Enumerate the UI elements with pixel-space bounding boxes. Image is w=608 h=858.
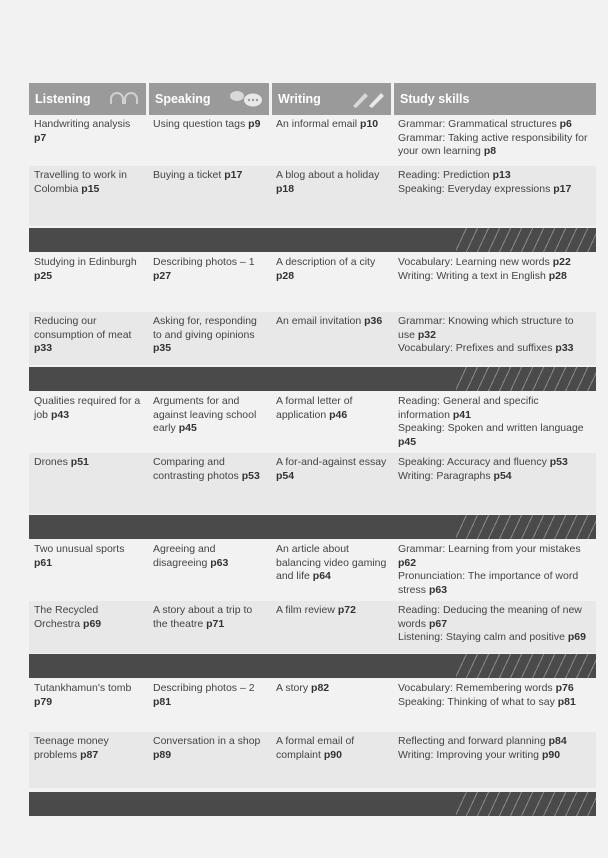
unit-divider [29,654,596,678]
study-skills-cell [393,732,596,788]
listening-cell [29,253,148,312]
writing-cell [271,392,393,453]
page-ref: p82 [311,682,330,694]
topic: The Recycled Orchestra [34,604,99,630]
listening-cell [29,115,148,166]
topic: A story about a trip to the theatre [153,604,253,630]
study-item [398,183,592,197]
study-item [398,749,592,763]
topic: Using question tags [153,118,246,130]
page-ref: p84 [548,735,567,747]
page-ref: p62 [398,556,417,569]
topic: Listening: Staying calm and positive [398,631,565,643]
writing-cell [271,312,393,365]
page-ref: p6 [559,118,572,130]
page-ref: p17 [553,182,572,195]
page-ref: p27 [153,269,172,282]
listening-cell [29,540,148,601]
topic: Describing photos – 1 [153,256,255,268]
study-skills-cell [393,453,596,514]
speaking-cell [148,115,271,166]
topic: Speaking: Everyday expressions [398,182,551,195]
topic: Arguments for and against leaving school early [153,395,257,434]
topic: Vocabulary: Prefixes and suffixes [398,342,553,354]
topic: Conversation in a shop [153,735,261,747]
listening-cell [29,601,148,653]
listening-cell [29,392,148,453]
unit-divider [29,228,596,252]
study-item [398,570,592,597]
topic: Agreeing and disagreeing [153,543,216,569]
page-ref: p15 [81,182,100,195]
study-item [398,696,592,710]
page-ref: p76 [555,682,574,694]
unit-divider [29,367,596,391]
table-row [29,115,596,166]
topic: Writing: Improving your writing [398,748,540,761]
topic: Studying in Edinburgh [34,256,137,268]
table-row [29,540,596,601]
speaking-cell [148,392,271,453]
topic: Tutankhamun's tomb [34,682,132,694]
study-item [398,118,592,132]
page-ref: p69 [567,631,586,643]
topic: Buying a ticket [153,169,222,181]
table-row [29,166,596,226]
page-ref: p61 [34,556,53,569]
unit-divider [29,792,596,816]
topic: Qualities required for a job [34,395,141,421]
page-ref: p8 [483,145,497,157]
topic: Describing photos – 2 [153,682,255,694]
header-speaking-label: Speaking [155,92,211,106]
header-study-skills-label: Study skills [400,92,470,106]
speaking-cell [148,312,271,365]
header-listening-label: Listening [35,92,91,106]
listening-cell [29,453,148,514]
topic: A formal letter of application [276,395,353,421]
speaking-cell [148,253,271,312]
topic: Reflecting and forward planning [398,735,546,747]
speaking-cell [148,453,271,514]
writing-cell [271,115,393,166]
page-ref: p10 [360,118,379,130]
page-ref: p90 [323,748,342,761]
study-item [398,604,592,631]
header-listening [29,83,146,115]
page-ref: p32 [417,328,436,341]
page-ref: p53 [241,469,260,482]
page-ref: p89 [153,748,172,761]
topic: Grammar: Taking active responsibility for your own learning [398,131,588,157]
page-ref: p72 [337,604,356,616]
topic: A story [276,682,309,694]
page-ref: p81 [557,695,576,708]
page-ref: p67 [428,617,448,630]
topic: Pronunciation: The importance of word stress [398,570,579,596]
page-ref: p90 [541,748,561,761]
topic: Writing: Paragraphs [398,469,491,482]
topic: Travelling to work in Colombia [34,169,127,195]
page-ref: p54 [276,469,295,482]
topic: Grammar: Grammatical structures [398,118,557,130]
writing-cell [271,679,393,732]
speaking-cell [148,166,271,226]
study-skills-cell [393,601,596,653]
page-ref: p43 [50,408,70,421]
page-ref: p9 [248,118,261,130]
writing-cell [271,166,393,226]
pen-icon [349,90,385,111]
page-ref: p28 [276,269,295,282]
study-item [398,470,592,484]
page-ref: p25 [34,269,53,282]
study-skills-cell [393,253,596,312]
page-ref: p64 [312,570,331,582]
header-writing-label: Writing [278,92,321,106]
topic: A formal email of complaint [276,735,355,761]
topic: A blog about a holiday [276,169,380,181]
study-skills-cell [393,679,596,732]
study-item [398,631,592,645]
topic: Handwriting analysis [34,118,131,130]
study-item [398,543,592,570]
writing-cell [271,732,393,788]
table-row [29,392,596,453]
writing-cell [271,253,393,312]
topic: Grammar: Knowing which structure to use [398,315,574,341]
writing-cell [271,540,393,601]
topic: Speaking: Spoken and written language [398,422,584,434]
listening-cell [29,732,148,788]
speaking-cell [148,540,271,601]
topic: An email invitation [276,315,362,327]
topic: Speaking: Accuracy and fluency [398,456,547,468]
topic: Asking for, responding to and giving opinions [153,315,257,341]
topic: Two unusual sports [34,543,125,555]
page-ref: p35 [153,342,172,354]
topic: Reading: Deducing the meaning of new words [398,604,582,630]
page-ref: p79 [34,695,53,708]
study-item [398,735,592,749]
page-ref: p7 [34,131,47,144]
study-item [398,256,592,270]
page-ref: p28 [548,269,567,282]
topic: A description of a city [276,256,376,268]
topic: Teenage money problems [34,735,109,761]
page-ref: p33 [555,342,574,354]
study-skills-cell [393,392,596,453]
page-ref: p53 [549,456,568,468]
listening-cell [29,312,148,365]
page-ref: p22 [552,256,571,268]
page-ref: p33 [34,342,53,354]
topic: Comparing and contrasting photos [153,456,239,482]
study-item [398,315,592,342]
topic: Reading: Prediction [398,169,490,181]
topic: Speaking: Thinking of what to say [398,695,555,708]
table-row [29,312,596,365]
topic: An informal email [276,118,358,130]
study-skills-cell [393,540,596,601]
topic: Vocabulary: Remembering words [398,682,553,694]
header-writing [272,83,391,115]
page-ref: p63 [210,556,229,569]
study-item [398,395,592,422]
topic: Writing: Writing a text in English [398,269,546,282]
study-item [398,132,592,159]
topic: Reducing our consumption of meat [34,315,132,341]
page-ref: p54 [493,469,512,482]
listening-cell [29,166,148,226]
header-speaking [149,83,269,115]
headphones-icon [108,90,140,109]
unit-divider [29,515,596,539]
topic: Drones [34,456,68,468]
topic: Reading: General and specific information [398,395,539,421]
page-ref: p17 [224,169,243,181]
page-ref: p45 [178,422,197,434]
study-item [398,270,592,284]
page-ref: p18 [276,182,295,195]
page-ref: p69 [83,617,102,630]
study-item [398,342,592,356]
table-row [29,732,596,788]
page-ref: p46 [329,408,348,421]
speech-bubble-icon [227,90,263,111]
page-ref: p71 [206,617,225,630]
speaking-cell [148,732,271,788]
page-ref: p63 [428,583,448,596]
study-skills-cell [393,115,596,166]
study-item [398,682,592,696]
study-item [398,456,592,470]
page-ref: p87 [80,748,99,761]
table-row [29,679,596,732]
page-ref: p36 [364,315,383,327]
study-item [398,422,592,449]
page-ref: p41 [452,408,471,421]
page-ref: p81 [153,695,172,708]
table-row [29,453,596,514]
page-ref: p45 [398,435,417,448]
table-row [29,601,596,653]
study-skills-cell [393,166,596,226]
topic: A for-and-against essay [276,456,387,468]
study-skills-cell [393,312,596,365]
listening-cell [29,679,148,732]
page-ref: p13 [492,169,511,181]
header-study-skills [394,83,596,115]
table-header [29,83,596,115]
topic: A film review [276,604,335,616]
study-item [398,169,592,183]
speaking-cell [148,601,271,653]
writing-cell [271,601,393,653]
writing-cell [271,453,393,514]
topic: Vocabulary: Learning new words [398,256,550,268]
topic: An article about balancing video gaming and life [276,543,387,582]
page-ref: p51 [70,456,89,468]
topic: Grammar: Learning from your mistakes [398,543,581,555]
table-row [29,253,596,312]
speaking-cell [148,679,271,732]
